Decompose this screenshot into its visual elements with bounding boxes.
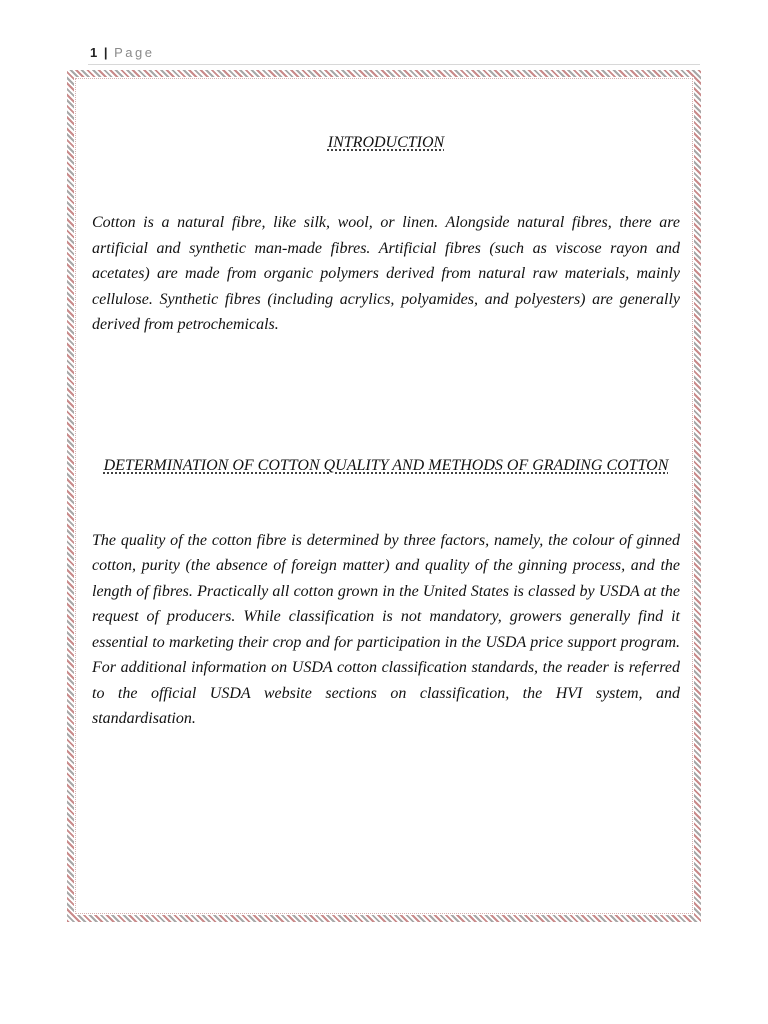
section-paragraph-introduction: Cotton is a natural fibre, like silk, wool, or linen. Alongside natural fibres, there are artificial and synthetic man-made fibres. Artificial fibres (such as viscose rayon and acetates) are made from organic polymers derived from natural raw materials, mainly cellulose. Synthetic fibres (including acrylics, polyamides, and polyesters) are generally derived from petrochemicals. bbox=[92, 214, 680, 333]
page-separator: | bbox=[103, 45, 108, 60]
section-title-introduction: INTRODUCTION bbox=[327, 134, 445, 151]
page-label: Page bbox=[114, 45, 155, 60]
section-title-cotton-quality: DETERMINATION OF COTTON QUALITY AND METHODS OF GRADING COTTON bbox=[103, 456, 669, 474]
page-number: 1 bbox=[90, 45, 98, 60]
page-header bbox=[90, 45, 155, 60]
header-rule bbox=[88, 64, 700, 65]
section-paragraph-cotton-quality: The quality of the cotton fibre is determined by three factors, namely, the colour of ginned cotton, purity (the absence of foreign matter) and quality of the ginning process, and the length of fibres. Practically all cotton grown in the United States is classed by USDA at the request of producers. While classification is not mandatory, growers generally find it essential to marketing their crop and for participation in the USDA price support program. For additional information on USDA cotton classification standards, the reader is referred to the official USDA website sections on classification, the HVI system, and standardisation. bbox=[92, 531, 680, 727]
document-body bbox=[92, 125, 680, 732]
